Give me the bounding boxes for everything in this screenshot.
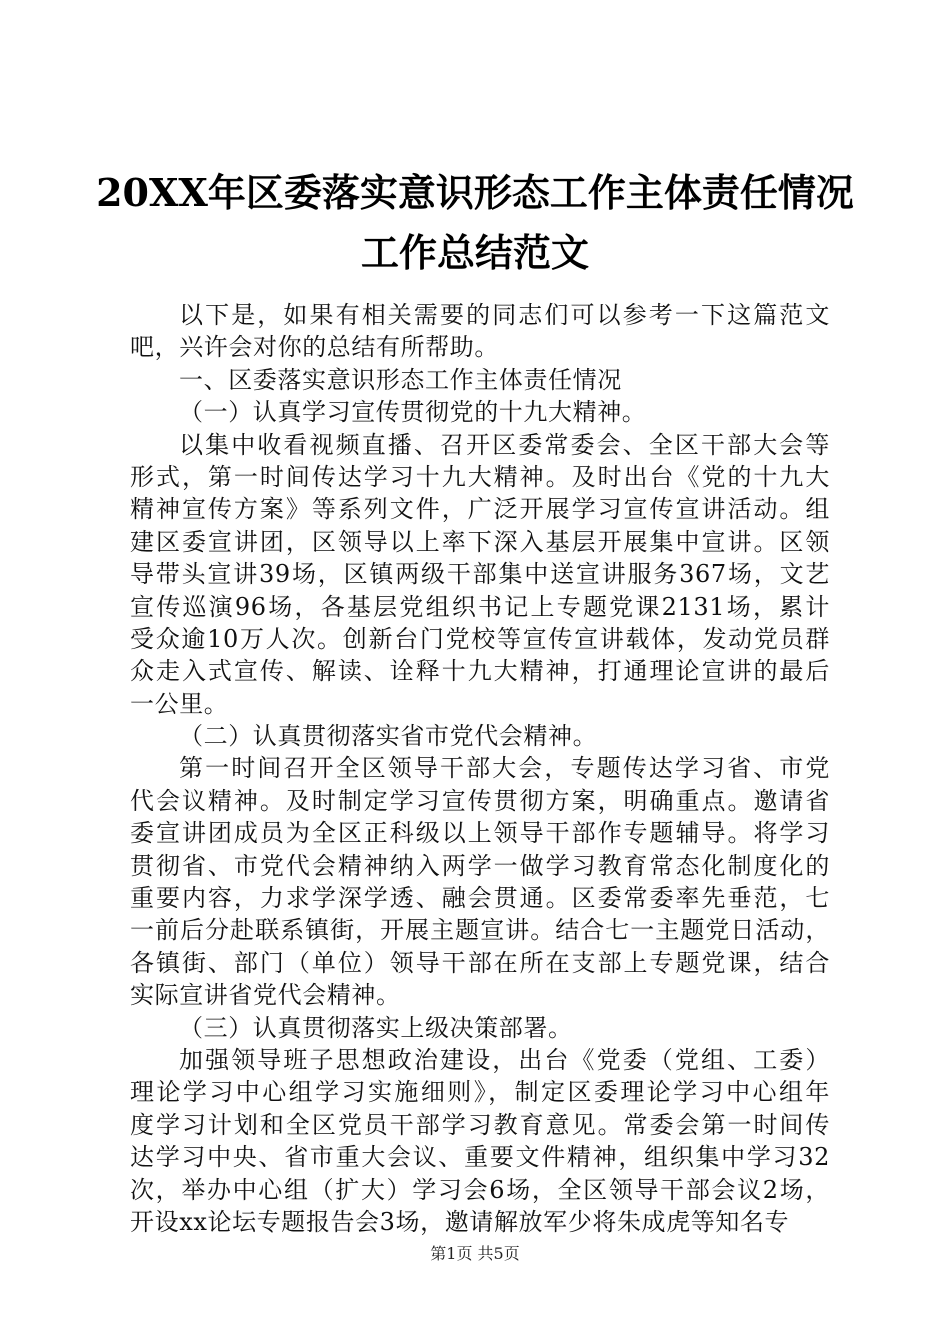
paragraph	[130, 396, 830, 428]
text-line: 理论学习中心组学习实施细则》，制定区委理论学习中心组年	[130, 1078, 830, 1107]
text-line: 达学习中央、省市重大会议、重要文件精神，组织集中学习32	[130, 1143, 830, 1172]
text-line: 以集中收看视频直播、召开区委常委会、全区干部大会等	[179, 430, 830, 459]
text-line: 一公里。	[130, 689, 229, 718]
text-line: 形式，第一时间传达学习十九大精神。及时出台《党的十九大	[130, 462, 830, 491]
text-line: 委宣讲团成员为全区正科级以上领导干部作专题辅导。将学习	[130, 819, 830, 848]
text-line: 开设xx论坛专题报告会3场，邀请解放军少将朱成虎等知名专	[130, 1207, 790, 1236]
text-line: 吧，兴许会对你的总结有所帮助。	[130, 333, 499, 362]
text-line: 建区委宣讲团，区领导以上率下深入基层开展集中宣讲。区领	[130, 527, 830, 556]
document-title-line-1: 20XX年区委落实意识形态工作主体责任情况	[96, 170, 854, 215]
text-line: 宣传巡演96场，各基层党组织书记上专题党课2131场，累计	[130, 592, 830, 621]
text-line: （一）认真学习宣传贯彻党的十九大精神。	[179, 398, 647, 427]
paragraph	[130, 364, 830, 396]
paragraph	[130, 429, 830, 721]
document-body	[130, 299, 830, 1238]
text-line: 贯彻省、市党代会精神纳入两学一做学习教育常态化制度化的	[130, 851, 830, 880]
text-line: 度学习计划和全区党员干部学习教育意见。常委会第一时间传	[130, 1110, 830, 1139]
text-line: 实际宣讲省党代会精神。	[130, 981, 401, 1010]
paragraph	[130, 1044, 830, 1238]
text-line: 代会议精神。及时制定学习宣传贯彻方案，明确重点。邀请省	[130, 786, 830, 815]
text-line: （二）认真贯彻落实省市党代会精神。	[179, 722, 598, 751]
text-line: 第一时间召开全区领导干部大会，专题传达学习省、市党	[179, 754, 830, 783]
document-title-line-2: 工作总结范文	[360, 230, 589, 275]
text-line: 一、区委落实意识形态工作主体责任情况	[179, 365, 622, 394]
text-line: 一前后分赴联系镇街，开展主题宣讲。结合七一主题党日活动，	[130, 916, 830, 945]
text-line: 重要内容，力求学深学透、融会贯通。区委常委率先垂范，七	[130, 884, 830, 913]
text-line: 导带头宣讲39场，区镇两级干部集中送宣讲服务367场，文艺	[130, 560, 830, 589]
text-line: 受众逾10万人次。创新台门党校等宣传宣讲载体，发动党员群	[130, 624, 830, 653]
text-line: 各镇街、部门（单位）领导干部在所在支部上专题党课，结合	[130, 948, 830, 977]
text-line: 精神宣传方案》等系列文件，广泛开展学习宣传宣讲活动。组	[130, 495, 830, 524]
text-line: 众走入式宣传、解读、诠释十九大精神，打通理论宣讲的最后	[130, 657, 830, 686]
paragraph	[130, 299, 830, 364]
text-line: 加强领导班子思想政治建设，出台《党委（党组、工委）	[179, 1045, 830, 1074]
text-line: 次，举办中心组（扩大）学习会6场，全区领导干部会议2场，	[130, 1175, 830, 1204]
paragraph	[130, 752, 830, 1011]
page-number-footer: 第1页 共5页	[430, 1244, 520, 1263]
text-line: （三）认真贯彻落实上级决策部署。	[179, 1013, 573, 1042]
text-line: 以下是，如果有相关需要的同志们可以参考一下这篇范文	[179, 301, 830, 329]
paragraph	[130, 1012, 830, 1044]
paragraph	[130, 720, 830, 752]
